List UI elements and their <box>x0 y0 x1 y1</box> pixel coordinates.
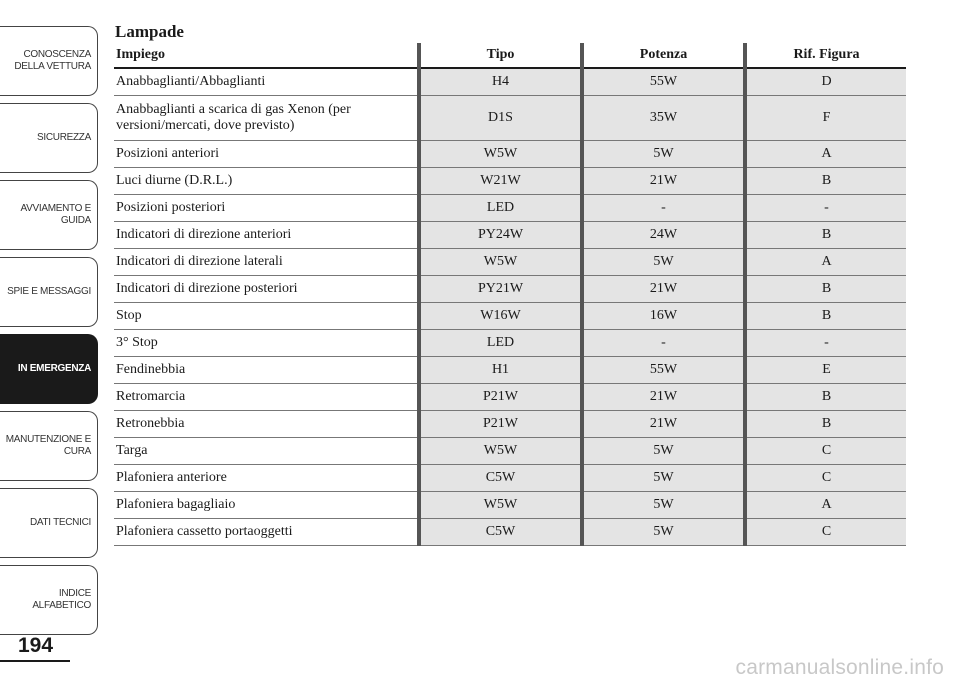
tab-conoscenza[interactable]: CONOSCENZA DELLA VETTURA <box>0 26 98 96</box>
cell-tipo: W5W <box>419 249 582 276</box>
section-title: Lampade <box>115 22 184 41</box>
table-row <box>114 96 906 141</box>
cell-tipo: W5W <box>419 141 582 168</box>
table-row <box>114 222 906 249</box>
cell-potenza: 16W <box>582 303 745 330</box>
tab-indice[interactable]: INDICE ALFABETICO <box>0 565 98 635</box>
cell-rif-figura: B <box>745 411 906 438</box>
cell-impiego: Targa <box>114 438 419 465</box>
cell-rif-figura: B <box>745 222 906 249</box>
cell-rif-figura: B <box>745 168 906 195</box>
column-header-rif-figura: Rif. Figura <box>745 43 906 68</box>
cell-potenza: 5W <box>582 249 745 276</box>
cell-impiego: Plafoniera cassetto portaoggetti <box>114 519 419 546</box>
tab-avviamento[interactable]: AVVIAMENTO E GUIDA <box>0 180 98 250</box>
cell-rif-figura: B <box>745 384 906 411</box>
cell-impiego: 3° Stop <box>114 330 419 357</box>
cell-impiego: Plafoniera anteriore <box>114 465 419 492</box>
cell-tipo: P21W <box>419 384 582 411</box>
cell-rif-figura: C <box>745 465 906 492</box>
cell-rif-figura: A <box>745 249 906 276</box>
tab-emergenza[interactable]: IN EMERGENZA <box>0 334 98 404</box>
cell-rif-figura: B <box>745 276 906 303</box>
cell-potenza: - <box>582 195 745 222</box>
page-number-rule <box>0 660 70 662</box>
page-number: 194 <box>18 634 54 657</box>
table-row <box>114 357 906 384</box>
cell-potenza: 21W <box>582 384 745 411</box>
cell-impiego: Plafoniera bagagliaio <box>114 492 419 519</box>
cell-impiego: Fendinebbia <box>114 357 419 384</box>
cell-impiego: Retromarcia <box>114 384 419 411</box>
cell-impiego: Anabbaglianti/Abbaglianti <box>114 68 419 96</box>
table-row <box>114 411 906 438</box>
cell-rif-figura: C <box>745 438 906 465</box>
cell-tipo: P21W <box>419 411 582 438</box>
table-row <box>114 384 906 411</box>
table-row <box>114 303 906 330</box>
tab-spie[interactable]: SPIE E MESSAGGI <box>0 257 98 327</box>
cell-potenza: 5W <box>582 438 745 465</box>
tab-sicurezza[interactable]: SICUREZZA <box>0 103 98 173</box>
cell-tipo: D1S <box>419 96 582 141</box>
cell-tipo: C5W <box>419 519 582 546</box>
cell-impiego: Indicatori di direzione anteriori <box>114 222 419 249</box>
table-row <box>114 141 906 168</box>
cell-potenza: 21W <box>582 168 745 195</box>
cell-potenza: - <box>582 330 745 357</box>
cell-potenza: 21W <box>582 276 745 303</box>
tab-dati-tecnici[interactable]: DATI TECNICI <box>0 488 98 558</box>
cell-tipo: W5W <box>419 492 582 519</box>
cell-impiego: Posizioni posteriori <box>114 195 419 222</box>
cell-tipo: W21W <box>419 168 582 195</box>
cell-rif-figura: E <box>745 357 906 384</box>
cell-impiego: Posizioni anteriori <box>114 141 419 168</box>
table-row <box>114 438 906 465</box>
cell-tipo: W5W <box>419 438 582 465</box>
cell-tipo: W16W <box>419 303 582 330</box>
cell-impiego: Luci diurne (D.R.L.) <box>114 168 419 195</box>
cell-rif-figura: D <box>745 68 906 96</box>
table-row <box>114 276 906 303</box>
cell-rif-figura: - <box>745 195 906 222</box>
cell-rif-figura: C <box>745 519 906 546</box>
cell-potenza: 5W <box>582 465 745 492</box>
cell-potenza: 21W <box>582 411 745 438</box>
cell-impiego: Stop <box>114 303 419 330</box>
cell-tipo: H4 <box>419 68 582 96</box>
table-row <box>114 330 906 357</box>
cell-potenza: 5W <box>582 519 745 546</box>
table-row <box>114 249 906 276</box>
table-row <box>114 465 906 492</box>
cell-potenza: 55W <box>582 357 745 384</box>
cell-rif-figura: A <box>745 492 906 519</box>
cell-potenza: 5W <box>582 492 745 519</box>
table-row <box>114 168 906 195</box>
watermark-text: carmanualsonline.info <box>735 656 944 679</box>
table-header-row <box>114 43 906 68</box>
cell-impiego: Anabbaglianti a scarica di gas Xenon (per versioni/mercati, dove previsto) <box>114 96 419 141</box>
cell-potenza: 35W <box>582 96 745 141</box>
column-header-potenza: Potenza <box>582 43 745 68</box>
column-header-tipo: Tipo <box>419 43 582 68</box>
table-row <box>114 492 906 519</box>
table-row <box>114 195 906 222</box>
cell-rif-figura: - <box>745 330 906 357</box>
cell-tipo: PY24W <box>419 222 582 249</box>
table-row <box>114 519 906 546</box>
cell-tipo: H1 <box>419 357 582 384</box>
cell-impiego: Retronebbia <box>114 411 419 438</box>
cell-tipo: LED <box>419 330 582 357</box>
cell-rif-figura: F <box>745 96 906 141</box>
column-header-impiego: Impiego <box>114 43 419 68</box>
cell-potenza: 55W <box>582 68 745 96</box>
lamp-specifications-table <box>114 43 906 546</box>
cell-tipo: PY21W <box>419 276 582 303</box>
cell-potenza: 24W <box>582 222 745 249</box>
cell-impiego: Indicatori di direzione laterali <box>114 249 419 276</box>
cell-rif-figura: B <box>745 303 906 330</box>
cell-rif-figura: A <box>745 141 906 168</box>
tab-manutenzione[interactable]: MANUTENZIONE E CURA <box>0 411 98 481</box>
cell-tipo: LED <box>419 195 582 222</box>
cell-impiego: Indicatori di direzione posteriori <box>114 276 419 303</box>
cell-tipo: C5W <box>419 465 582 492</box>
table-row <box>114 68 906 96</box>
cell-potenza: 5W <box>582 141 745 168</box>
